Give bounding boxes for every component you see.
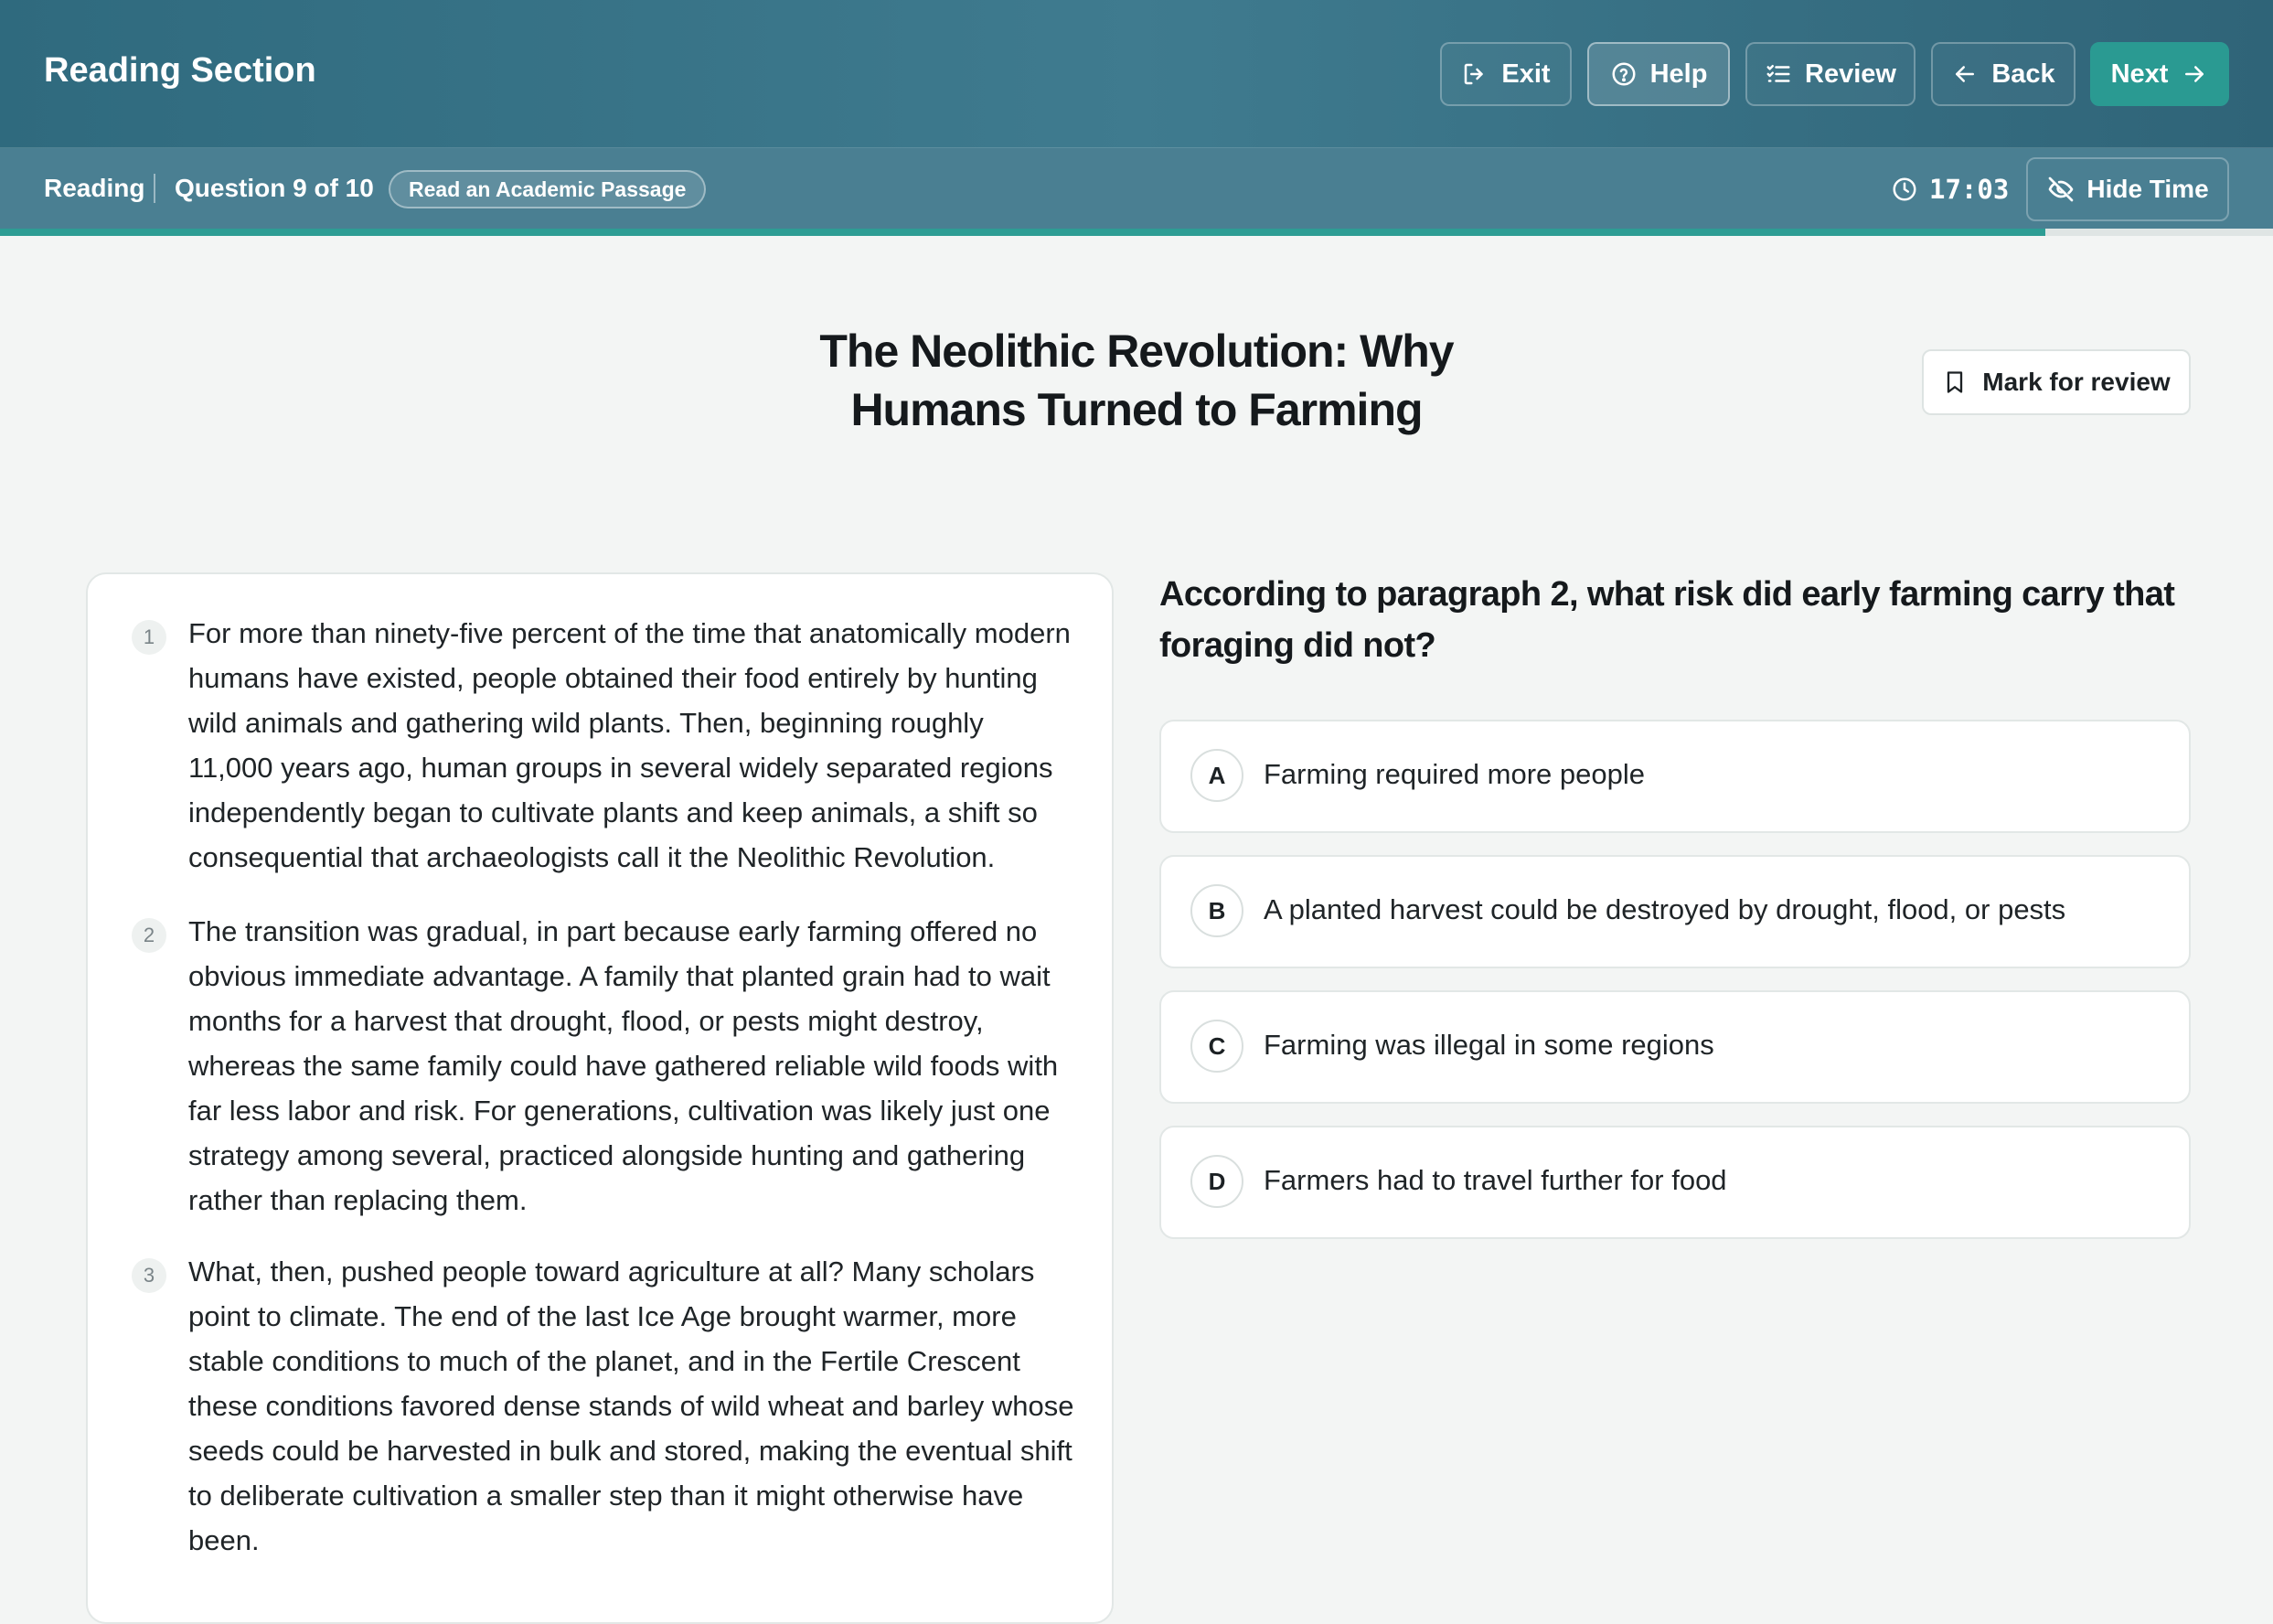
option-letter: D <box>1190 1155 1243 1208</box>
passage-title: The Neolithic Revolution: Why Humans Turned to Farming <box>819 326 1454 435</box>
review-label: Review <box>1805 59 1896 89</box>
answer-option-d[interactable] <box>1159 1126 2191 1239</box>
next-label: Next <box>2110 59 2169 89</box>
help-label: Help <box>1649 59 1708 89</box>
answer-option-c[interactable] <box>1159 990 2191 1104</box>
answer-option-b[interactable] <box>1159 855 2191 968</box>
paragraph-number: 3 <box>132 1258 166 1293</box>
passage-panel[interactable] <box>86 572 1114 1624</box>
option-text: Farming required more people <box>1264 758 1645 790</box>
answer-option-a[interactable] <box>1159 720 2191 833</box>
option-letter: B <box>1190 884 1243 937</box>
clock-icon <box>1891 176 1918 203</box>
bookmark-icon <box>1942 369 1968 396</box>
help-icon <box>1610 60 1638 88</box>
mark-for-review-button[interactable] <box>1922 349 2191 415</box>
back-button[interactable] <box>1931 42 2076 106</box>
section-label: Reading <box>44 174 145 202</box>
next-button[interactable] <box>2090 42 2229 106</box>
back-label: Back <box>1991 59 2055 89</box>
paragraph-number: 1 <box>132 620 166 655</box>
option-letter: C <box>1190 1020 1243 1073</box>
option-text: Farming was illegal in some regions <box>1264 1029 1714 1061</box>
mark-for-review-label: Mark for review <box>1982 368 2171 396</box>
exit-button[interactable] <box>1440 42 1572 106</box>
exit-icon <box>1461 60 1489 88</box>
hide-time-button[interactable] <box>2026 157 2229 221</box>
question-prompt: According to paragraph 2, what risk did early farming carry that foraging did not? <box>1159 575 2175 665</box>
help-button[interactable] <box>1587 42 1730 106</box>
paragraph-text: What, then, pushed people toward agriculture at all? Many scholars point to climate. The end of the last Ice Age brought warmer, more stable conditions to much of the planet, and in the Fertile Crescent these conditions favored dense stands of wild wheat and barley whose seeds could be harvested in bulk and stored, making the eventual shift to deliberate cultivation a smaller step than it might otherwise have been. <box>188 1255 1074 1556</box>
question-counter: Question 9 of 10 <box>175 174 374 202</box>
eye-off-icon <box>2046 175 2076 204</box>
timer-value: 17:03 <box>1929 174 2010 205</box>
arrow-left-icon <box>1951 60 1979 88</box>
header-row <box>0 0 2273 148</box>
arrow-right-icon <box>2181 60 2208 88</box>
review-list-icon <box>1765 60 1792 88</box>
progress-bar <box>0 229 2273 236</box>
paragraph-text: For more than ninety-five percent of the time that anatomically modern humans have existed, people obtained their food entirely by hunting wild animals and gathering wild plants. Then, beginning roughly 11,000 years ago, human groups in several widely separated regions independently began to cultivate plants and keep animals, a shift so consequential that archaeologists call it the Neolithic Revolution. <box>188 617 1071 873</box>
breadcrumb-divider <box>154 174 155 203</box>
review-button[interactable] <box>1745 42 1916 106</box>
progress-bar-fill <box>0 229 2045 236</box>
option-text: Farmers had to travel further for food <box>1264 1164 1727 1196</box>
hide-time-label: Hide Time <box>2086 175 2209 203</box>
paragraph-number: 2 <box>132 918 166 953</box>
task-type-badge: Read an Academic Passage <box>389 170 706 208</box>
option-text: A planted harvest could be destroyed by drought, flood, or pests <box>1264 893 2066 925</box>
option-letter: A <box>1190 749 1243 802</box>
exit-label: Exit <box>1501 59 1551 89</box>
paragraph-text: The transition was gradual, in part because early farming offered no obvious immediate advantage. A family that planted grain had to wait months for a harvest that drought, flood, or pests might destroy, whereas the same family could have gathered reliable wild foods with far less labor and risk. For generations, cultivation was likely just one strategy among several, practiced alongside hunting and gathering rather than replacing them. <box>188 915 1059 1216</box>
app-title: Reading Section <box>44 51 316 90</box>
timer <box>1891 170 2009 208</box>
